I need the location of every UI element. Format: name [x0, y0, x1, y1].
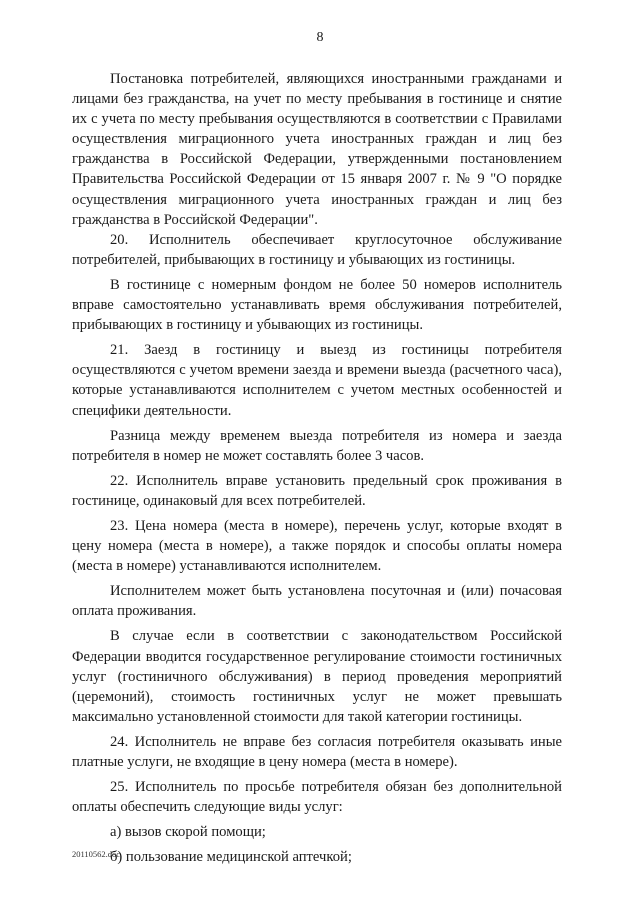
- list-item-ambulance: а) вызов скорой помощи;: [110, 824, 266, 841]
- paragraph-checkout-checkin-gap: Разница между временем выезда потребителя из номера и заезда потребителя в номер не может составлять более 3 часов.: [72, 427, 562, 464]
- paragraph-item-25: 25. Исполнитель по просьбе потребителя обязан без дополнительной оплаты обеспечить следующие виды услуг:: [72, 779, 562, 816]
- list-item-first-aid-kit: б) пользование медицинской аптечкой;: [110, 849, 352, 866]
- document-body: [72, 69, 562, 867]
- paragraph-small-hotel-service-time: В гостинице с номерным фондом не более 50 номеров исполнитель вправе самостоятельно устанавливать время обслуживания потребителей, прибывающих в гостиницу и убывающих из гостиницы.: [72, 276, 562, 334]
- paragraph-item-23: 23. Цена номера (места в номере), перечень услуг, которые входят в цену номера (места в номере), а также порядок и способы оплаты номера (места в номере) устанавливаются исполнителем.: [72, 517, 562, 575]
- paragraph-item-20: 20. Исполнитель обеспечивает круглосуточное обслуживание потребителей, прибывающих в гостиницу и убывающих из гостиницы.: [72, 231, 562, 268]
- paragraph-daily-hourly-payment: Исполнителем может быть установлена посуточная и (или) почасовая оплата проживания.: [72, 583, 562, 620]
- footer-filename: 20110562.doc: [72, 849, 121, 859]
- paragraph-item-24: 24. Исполнитель не вправе без согласия потребителя оказывать иные платные услуги, не входящие в цену номера (места в номере).: [72, 733, 562, 770]
- page-number: 8: [316, 30, 324, 45]
- paragraph-state-price-regulation: В случае если в соответствии с законодательством Российской Федерации вводится государственное регулирование стоимости гостиничных услуг (гостиничного обслуживания) в период проведения мероприятий (церемоний), стоимость гостиничных услуг не может превышать максимально установленной стоимости для такой категории гостиницы.: [72, 628, 562, 725]
- paragraph-migration-registration: Постановка потребителей, являющихся иностранными гражданами и лицами без гражданства, на учет по месту пребывания в гостинице и снятие их с учета по месту пребывания осуществляются в соответствии с Правилами осуществления миграционного учета иностранных граждан и лиц без гражданства в Российской Федерации, утвержденными постановлением Правительства Российской Федерации от 15 января 2007 г. № 9 "О порядке осуществления миграционного учета иностранных граждан и лиц без гражданства в Российской Федерации".: [72, 71, 562, 228]
- paragraph-item-21: 21. Заезд в гостиницу и выезд из гостиницы потребителя осуществляются с учетом времени заезда и времени выезда (расчетного часа), которые устанавливаются исполнителем с учетом местных особенностей и специфики деятельности.: [72, 342, 562, 419]
- paragraph-item-22: 22. Исполнитель вправе установить предельный срок проживания в гостинице, одинаковый для всех потребителей.: [72, 472, 562, 509]
